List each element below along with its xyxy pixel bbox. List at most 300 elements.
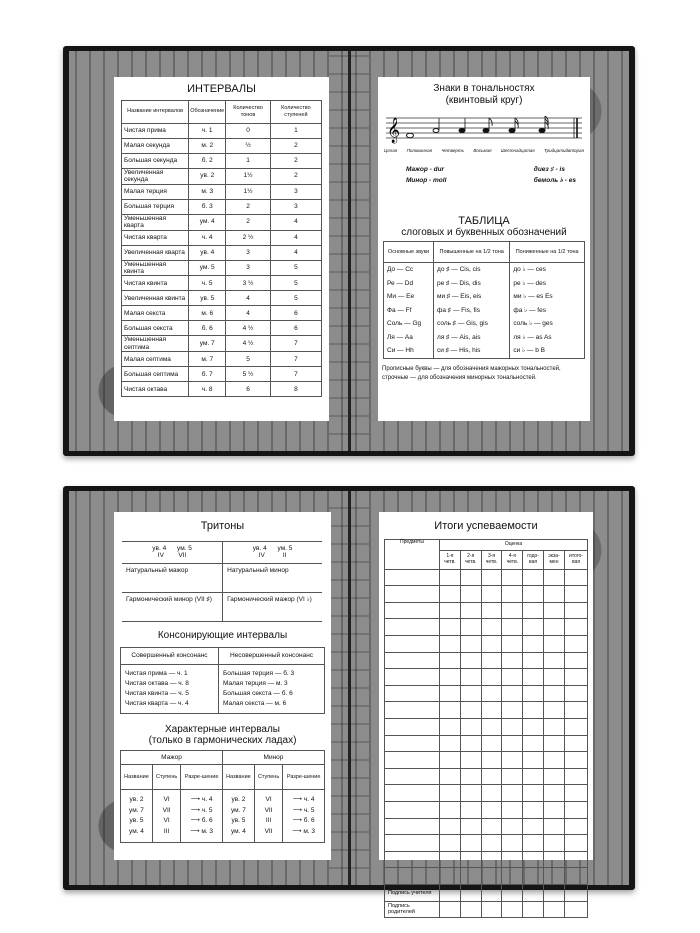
grade-cell [565, 586, 588, 603]
table-cell: 4 [270, 214, 321, 230]
subject-cell [385, 702, 440, 719]
grade-cell [543, 685, 564, 702]
grade-cell [543, 602, 564, 619]
grade-cell [460, 586, 481, 603]
grade-cell [543, 901, 564, 918]
syllables-table [383, 241, 585, 359]
intervals-header: Название интервалов [122, 100, 189, 123]
table-row [122, 184, 322, 199]
char-step: VII [162, 806, 171, 814]
keysigns-title-line2: (квинтовый круг) [445, 94, 523, 106]
table-cell: 2 [270, 153, 321, 168]
subject-cell [385, 652, 440, 669]
char-resolution: ч. 5 [201, 806, 213, 814]
grade-cell [460, 835, 481, 852]
table-cell: ½ [226, 138, 271, 153]
char-major-header: Мажор [121, 751, 223, 765]
harmonic-major-label: Гармонический мажор (VI ♭) [223, 592, 322, 621]
grade-cell [565, 752, 588, 769]
table-row [385, 868, 588, 885]
table-cell: б. 3 [189, 199, 226, 214]
table-row [384, 344, 585, 358]
grade-cell [440, 652, 461, 669]
grade-cell [440, 884, 461, 901]
characteristic-title [114, 724, 331, 746]
table-row [385, 901, 588, 918]
grade-cell [543, 702, 564, 719]
grade-cell [440, 669, 461, 686]
table-row [385, 801, 588, 818]
grade-cell [565, 818, 588, 835]
grade-cell [523, 702, 544, 719]
char-resolution: б. 6 [303, 817, 315, 825]
grade-cell [543, 586, 564, 603]
table-cell: 3 [226, 260, 271, 276]
characteristic-title-line1: Характерные интервалы [165, 724, 280, 736]
arrow-icon: ⟶ [190, 796, 202, 804]
grade-cell [502, 768, 523, 785]
parent-signature-label: Подпись родителей [385, 901, 440, 918]
grade-cell [440, 602, 461, 619]
grade-cell [481, 752, 502, 769]
grade-cell [460, 685, 481, 702]
table-row [385, 569, 588, 586]
grade-cell [460, 669, 481, 686]
grades-table [384, 539, 588, 918]
grade-cell [440, 718, 461, 735]
grade-cell [481, 785, 502, 802]
table-cell: 4 [226, 291, 271, 306]
char-minor-names [222, 790, 254, 843]
duration-label: Восьмая [473, 148, 492, 153]
table-row [122, 291, 322, 306]
table-row [385, 669, 588, 686]
char-resolution-header: Разре-шение [181, 765, 223, 790]
subject-cell [385, 636, 440, 653]
table-cell: Соль — Gg [384, 317, 434, 331]
table-cell: 3 [270, 184, 321, 199]
grade-cell [502, 652, 523, 669]
arrow-icon: ⟶ [292, 806, 304, 814]
natural-minor-label: Натуральный минор [223, 563, 322, 592]
grade-cell [543, 835, 564, 852]
grade-cell [460, 652, 481, 669]
table-cell: Большая терция [122, 199, 189, 214]
grade-cell [565, 735, 588, 752]
table-cell: 3 [226, 245, 271, 260]
table-cell: м. 6 [189, 306, 226, 321]
table-cell: ре ♯ — Dis, dis [434, 277, 510, 291]
intervals-page [114, 77, 329, 421]
table-cell: 6 [226, 382, 271, 397]
table-cell: 2 [270, 168, 321, 184]
characteristic-table [120, 750, 325, 843]
subject-cell [385, 868, 440, 885]
subject-cell [385, 602, 440, 619]
table-cell: ч. 1 [189, 123, 226, 138]
char-name: ув. 5 [231, 817, 246, 825]
table-cell: си ♭ — b B [510, 344, 585, 358]
table-cell: Чистая октава [122, 382, 189, 397]
grade-cell [440, 801, 461, 818]
table-row [384, 277, 585, 291]
grade-cell [502, 619, 523, 636]
table-cell: ч. 5 [189, 276, 226, 291]
grade-cell [502, 702, 523, 719]
table-cell: Большая септима [122, 367, 189, 382]
grade-cell [543, 884, 564, 901]
table-row [385, 619, 588, 636]
table-cell: 1½ [226, 168, 271, 184]
table-cell: 2 [226, 199, 271, 214]
grade-cell [543, 735, 564, 752]
grade-cell [481, 901, 502, 918]
table-cell: 2 ½ [226, 230, 271, 245]
grade-cell [460, 851, 481, 868]
grade-cell [502, 636, 523, 653]
subject-cell [385, 768, 440, 785]
grade-cell [481, 718, 502, 735]
grade-cell [481, 636, 502, 653]
table-cell: Малая секунда [122, 138, 189, 153]
perfect-consonance-item: Чистая квинта — ч. 5 [125, 690, 189, 698]
grade-cell [565, 785, 588, 802]
table-row [385, 685, 588, 702]
teacher-signature-label: Подпись учителя [385, 884, 440, 901]
table-row [384, 317, 585, 331]
grade-cell [460, 569, 481, 586]
grade-cell [502, 586, 523, 603]
imperfect-consonance-item: Большая терция — б. 3 [223, 670, 295, 678]
subject-cell [385, 685, 440, 702]
table-row [122, 276, 322, 291]
tritones-page [114, 512, 331, 860]
syllables-footnote [382, 365, 586, 383]
duration-label: Тридцатидвторая [544, 148, 584, 153]
grade-cell [502, 901, 523, 918]
syllables-title [378, 216, 590, 238]
table-row [384, 263, 585, 277]
grade-cell [440, 835, 461, 852]
grade-cell [543, 569, 564, 586]
grade-cell [523, 851, 544, 868]
tritone-step-a: IV [157, 552, 164, 560]
table-cell: до ♯ — Cis, cis [434, 263, 510, 277]
tritone-step-a: IV [258, 552, 265, 560]
syllables-header: Основные звуки [384, 242, 434, 263]
char-resolution-item [285, 816, 322, 826]
table-cell: До — Cc [384, 263, 434, 277]
grade-cell [523, 785, 544, 802]
grade-cell [523, 835, 544, 852]
char-resolution-item [285, 806, 322, 816]
grade-cell [502, 685, 523, 702]
grade-cell [481, 801, 502, 818]
char-resolution: ч. 4 [303, 796, 315, 804]
tritone-minor-cell [223, 541, 322, 563]
char-minor-resolutions [283, 790, 325, 843]
table-row [122, 336, 322, 352]
char-name-header: Название [121, 765, 153, 790]
grade-cell [481, 669, 502, 686]
table-row [385, 586, 588, 603]
table-cell: 4 ½ [226, 321, 271, 336]
grade-cell [440, 768, 461, 785]
characteristic-title-line2: (только в гармонических ладах) [148, 735, 297, 747]
table-cell: 5 [226, 352, 271, 367]
grade-cell [523, 752, 544, 769]
grade-cell [543, 801, 564, 818]
subject-cell [385, 785, 440, 802]
char-resolution-item [183, 827, 220, 837]
grades-page [379, 512, 593, 916]
table-cell: ув. 2 [189, 168, 226, 184]
tritone-dim5: ум. 5 [277, 544, 293, 552]
grade-column-header: 3-я четв. [481, 550, 502, 569]
perfect-consonance-item: Чистая октава — ч. 8 [125, 680, 189, 688]
table-row [385, 851, 588, 868]
subject-cell [385, 735, 440, 752]
table-cell: 5 [270, 276, 321, 291]
grade-cell [481, 702, 502, 719]
char-resolution-item [183, 816, 220, 826]
table-row [385, 702, 588, 719]
grade-cell [460, 735, 481, 752]
grade-cell [523, 602, 544, 619]
grade-cell [565, 669, 588, 686]
grade-column-header: 4-я четв. [502, 550, 523, 569]
table-row [122, 367, 322, 382]
perfect-consonance-header: Совершенный консонанс [121, 648, 219, 665]
intervals-header: Обозначение [189, 100, 226, 123]
grade-column-header: годо-вая [523, 550, 544, 569]
table-row [122, 214, 322, 230]
grade-cell [565, 768, 588, 785]
grades-title: Итоги успеваемости [434, 520, 538, 532]
grade-cell [440, 702, 461, 719]
tritone-dim5: ум. 5 [177, 544, 192, 552]
table-row [122, 168, 322, 184]
table-cell: 7 [270, 367, 321, 382]
char-resolution: б. 6 [201, 817, 213, 825]
char-major-names [121, 790, 153, 843]
char-resolution: ч. 5 [303, 806, 315, 814]
table-cell: 7 [270, 352, 321, 367]
perfect-consonance-item: Чистая кварта — ч. 4 [125, 700, 189, 708]
grade-cell [460, 718, 481, 735]
table-cell: 4 [270, 230, 321, 245]
footnote-line2: строчные — для обозначения минорных тональностей. [382, 374, 537, 381]
subject-cell [385, 619, 440, 636]
char-step: VI [265, 796, 272, 804]
grade-cell [481, 619, 502, 636]
table-cell: м. 3 [189, 184, 226, 199]
table-cell: Большая секунда [122, 153, 189, 168]
spine [348, 51, 351, 451]
grade-cell [502, 851, 523, 868]
table-cell: 1 [226, 153, 271, 168]
grade-cell [502, 718, 523, 735]
table-cell: 6 [270, 321, 321, 336]
table-row [385, 652, 588, 669]
table-cell: 5 [270, 260, 321, 276]
mode-accidental-legend [406, 165, 576, 186]
table-cell: Чистая прима [122, 123, 189, 138]
grade-cell [523, 884, 544, 901]
grade-column-header: экза-мен [543, 550, 564, 569]
note-staff [384, 110, 584, 146]
subject-cell [385, 835, 440, 852]
subject-cell [385, 752, 440, 769]
table-cell: 1½ [226, 184, 271, 199]
grade-cell [481, 735, 502, 752]
grade-cell [440, 636, 461, 653]
table-cell: ля ♭ — as As [510, 331, 585, 345]
table-row [122, 153, 322, 168]
arrow-icon: ⟶ [292, 817, 304, 825]
notation-page [378, 77, 590, 421]
table-row [122, 199, 322, 214]
table-row [122, 306, 322, 321]
grade-cell [460, 818, 481, 835]
grade-cell [502, 735, 523, 752]
treble-clef-icon: 𝄞 [387, 118, 401, 143]
arrow-icon: ⟶ [190, 806, 202, 814]
grade-cell [523, 636, 544, 653]
table-row [122, 382, 322, 397]
char-name-header: Название [222, 765, 254, 790]
table-row [385, 752, 588, 769]
spine [348, 491, 351, 885]
table-cell: Ля — Aa [384, 331, 434, 345]
duration-label: Целая [384, 148, 398, 153]
tritone-aug4: ув. 4 [252, 544, 267, 552]
grade-cell [523, 868, 544, 885]
grade-cell [481, 602, 502, 619]
imperfect-consonance-header: Несовершенный консонанс [219, 648, 325, 665]
table-cell: до ♭ — ces [510, 263, 585, 277]
table-cell: Малая септима [122, 352, 189, 367]
char-resolution: м. 3 [303, 827, 316, 835]
grade-cell [523, 735, 544, 752]
grade-cell [543, 851, 564, 868]
table-cell: ми ♯ — Eis, eis [434, 290, 510, 304]
duration-label: Четверть [441, 148, 464, 153]
table-cell: 3 ½ [226, 276, 271, 291]
char-name: ум. 4 [129, 827, 144, 835]
grade-cell [481, 685, 502, 702]
grade-cell [460, 768, 481, 785]
grade-cell [502, 669, 523, 686]
grade-cell [460, 785, 481, 802]
table-cell: ув. 4 [189, 245, 226, 260]
char-step: III [163, 827, 170, 835]
grade-cell [502, 835, 523, 852]
tritone-aug4: ув. 4 [152, 544, 167, 552]
grade-cell [543, 868, 564, 885]
table-cell: 7 [270, 336, 321, 352]
tritones-table [122, 541, 322, 622]
grade-cell [543, 652, 564, 669]
table-cell: фа ♯ — Fis, fis [434, 304, 510, 318]
arrow-icon: ⟶ [292, 796, 304, 804]
char-minor-steps [254, 790, 282, 843]
grade-cell [440, 569, 461, 586]
grade-cell [440, 901, 461, 918]
table-cell: Си — Hh [384, 344, 434, 358]
grade-cell [460, 884, 481, 901]
grade-cell [440, 752, 461, 769]
grade-cell [565, 636, 588, 653]
grade-cell [502, 818, 523, 835]
grade-cell [523, 901, 544, 918]
grade-cell [440, 586, 461, 603]
table-row [384, 304, 585, 318]
grade-cell [543, 785, 564, 802]
duration-label: Шестнадцатая [500, 148, 535, 153]
arrow-icon: ⟶ [292, 827, 304, 835]
grade-cell [565, 569, 588, 586]
tritone-step-b: VII [178, 552, 187, 560]
grade-cell [565, 884, 588, 901]
table-cell: ув. 5 [189, 291, 226, 306]
table-cell: соль ♯ — Gis, gis [434, 317, 510, 331]
imperfect-consonance-item: Большая секста — б. 6 [223, 690, 293, 698]
table-cell: 4 ½ [226, 336, 271, 352]
grade-cell [502, 785, 523, 802]
consonant-table [120, 647, 325, 714]
grade-cell [481, 586, 502, 603]
subject-cell [385, 569, 440, 586]
table-row [385, 818, 588, 835]
syllables-title-line2: слоговых и буквенных обозначений [401, 226, 567, 238]
grade-cell [460, 752, 481, 769]
table-cell: Чистая квинта [122, 276, 189, 291]
grade-cell [440, 818, 461, 835]
spread-background [69, 51, 629, 451]
grade-cell [565, 851, 588, 868]
grade-cell [481, 569, 502, 586]
table-row [122, 352, 322, 367]
table-cell: Большая секста [122, 321, 189, 336]
syllables-header: Повышенные на 1/2 тона [434, 242, 510, 263]
table-cell: б. 7 [189, 367, 226, 382]
intervals-header: Количество ступеней [270, 100, 321, 123]
grade-cell [460, 702, 481, 719]
grade-cell [523, 718, 544, 735]
char-name: ум. 7 [129, 806, 144, 814]
table-cell: 4 [226, 306, 271, 321]
char-resolution: ч. 4 [201, 796, 213, 804]
grade-cell [565, 619, 588, 636]
minor-label: Минор - moll [406, 176, 447, 184]
table-cell: ми ♭ — es Es [510, 290, 585, 304]
book-spread-bottom [63, 486, 635, 916]
grade-cell [481, 868, 502, 885]
table-cell: 1 [270, 123, 321, 138]
subject-cell [385, 818, 440, 835]
grade-cell [543, 619, 564, 636]
keysigns-title [378, 83, 590, 106]
table-cell: ля ♯ — Ais, ais [434, 331, 510, 345]
table-row [122, 321, 322, 336]
spread-background [69, 491, 629, 916]
grade-cell [481, 851, 502, 868]
grade-cell [460, 602, 481, 619]
imperfect-consonance-item: Малая секста — м. 6 [223, 700, 287, 708]
grade-cell [543, 669, 564, 686]
table-row [122, 138, 322, 153]
